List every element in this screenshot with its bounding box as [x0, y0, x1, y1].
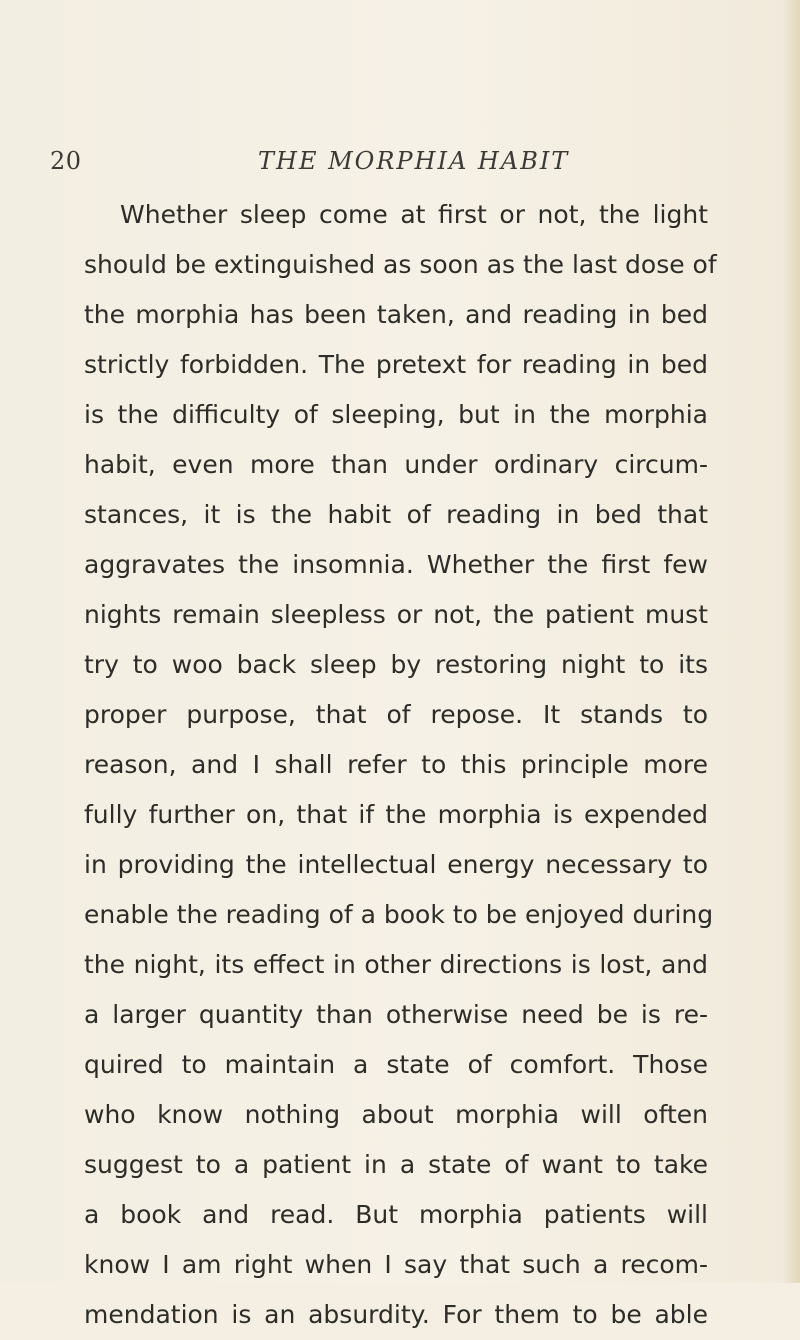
text-line: know I am right when I say that such a recom- [84, 1250, 708, 1279]
text-line: the night, its effect in other directions is lost, and [84, 950, 708, 979]
text-line: stances, it is the habit of reading in bed that [84, 500, 708, 529]
text-line: should be extinguished as soon as the last dose of [84, 250, 717, 279]
text-line: mendation is an absurdity. For them to be able [84, 1300, 708, 1329]
text-line: Whether sleep come at first or not, the light [120, 200, 708, 229]
text-line: aggravates the insomnia. Whether the first few [84, 550, 708, 579]
text-line: is the difficulty of sleeping, but in the morphia [84, 400, 708, 429]
text-line: proper purpose, that of repose. It stands to [84, 700, 708, 729]
text-line: try to woo back sleep by restoring night to its [84, 650, 708, 679]
text-line: a book and read. But morphia patients will [84, 1200, 708, 1229]
text-line: a larger quantity than otherwise need be is re- [84, 1000, 708, 1029]
text-line: reason, and I shall refer to this principle more [84, 750, 708, 779]
body-paragraph [84, 190, 717, 1340]
text-line: fully further on, that if the morphia is expended [84, 800, 708, 829]
page-number: 20 [50, 147, 82, 175]
text-line: nights remain sleepless or not, the patient must [84, 600, 708, 629]
text-line: quired to maintain a state of comfort. Those [84, 1050, 708, 1079]
text-line: suggest to a patient in a state of want to take [84, 1150, 708, 1179]
text-line: habit, even more than under ordinary circum- [84, 450, 708, 479]
text-line: who know nothing about morphia will often [84, 1100, 708, 1129]
running-title: THE MORPHIA HABIT [258, 147, 570, 175]
text-line: in providing the intellectual energy necessary to [84, 850, 708, 879]
text-line: strictly forbidden. The pretext for reading in bed [84, 350, 708, 379]
text-line: the morphia has been taken, and reading in bed [84, 300, 708, 329]
text-line: enable the reading of a book to be enjoyed during [84, 900, 714, 929]
